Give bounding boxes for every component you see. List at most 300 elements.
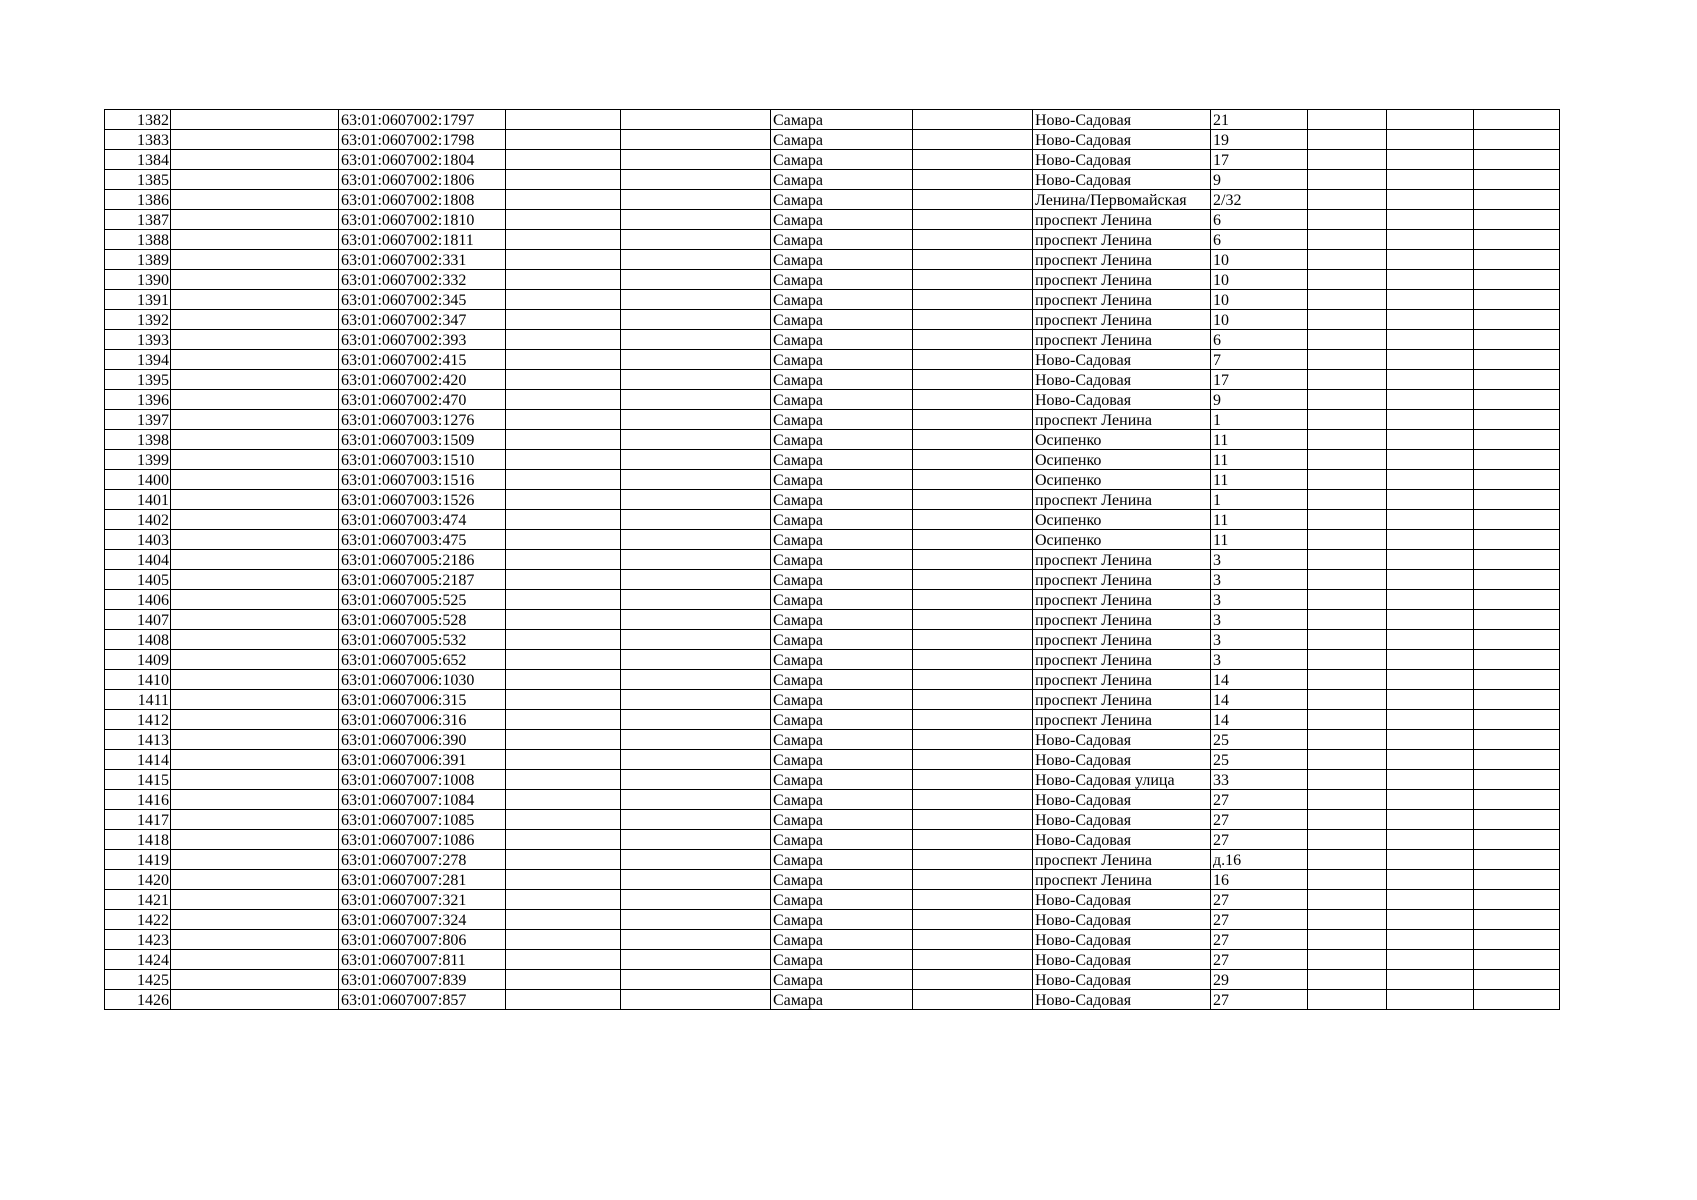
empty-cell xyxy=(1474,430,1560,450)
empty-cell xyxy=(621,510,771,530)
empty-cell xyxy=(1308,950,1387,970)
empty-cell xyxy=(506,310,621,330)
empty-cell xyxy=(1387,910,1474,930)
table-row xyxy=(105,190,1560,210)
house-number-cell: 33 xyxy=(1211,770,1308,790)
table-row xyxy=(105,370,1560,390)
table-row xyxy=(105,750,1560,770)
empty-cell xyxy=(1308,610,1387,630)
empty-cell xyxy=(913,490,1033,510)
empty-cell xyxy=(1387,450,1474,470)
row-number-cell: 1410 xyxy=(105,670,171,690)
row-number-cell: 1399 xyxy=(105,450,171,470)
empty-cell xyxy=(1474,470,1560,490)
empty-cell xyxy=(913,570,1033,590)
empty-cell xyxy=(171,990,339,1010)
empty-cell xyxy=(1387,430,1474,450)
empty-cell xyxy=(171,670,339,690)
table-row xyxy=(105,690,1560,710)
city-cell: Самара xyxy=(771,690,913,710)
house-number-cell: 21 xyxy=(1211,110,1308,130)
cadastral-number-cell: 63:01:0607006:391 xyxy=(339,750,506,770)
house-number-cell: 14 xyxy=(1211,670,1308,690)
street-cell: проспект Ленина xyxy=(1033,290,1211,310)
empty-cell xyxy=(1387,510,1474,530)
empty-cell xyxy=(171,510,339,530)
empty-cell xyxy=(1308,430,1387,450)
empty-cell xyxy=(913,130,1033,150)
cadastral-number-cell: 63:01:0607003:475 xyxy=(339,530,506,550)
empty-cell xyxy=(506,770,621,790)
table-row xyxy=(105,150,1560,170)
table-row xyxy=(105,990,1560,1010)
empty-cell xyxy=(621,930,771,950)
empty-cell xyxy=(1474,130,1560,150)
empty-cell xyxy=(1308,830,1387,850)
street-cell: проспект Ленина xyxy=(1033,490,1211,510)
cadastral-number-cell: 63:01:0607005:2186 xyxy=(339,550,506,570)
empty-cell xyxy=(621,330,771,350)
table-row xyxy=(105,250,1560,270)
empty-cell xyxy=(913,590,1033,610)
empty-cell xyxy=(1308,990,1387,1010)
empty-cell xyxy=(171,750,339,770)
empty-cell xyxy=(506,430,621,450)
cadastral-number-cell: 63:01:0607003:1510 xyxy=(339,450,506,470)
empty-cell xyxy=(621,610,771,630)
city-cell: Самара xyxy=(771,370,913,390)
empty-cell xyxy=(621,750,771,770)
empty-cell xyxy=(1308,710,1387,730)
house-number-cell: 9 xyxy=(1211,170,1308,190)
empty-cell xyxy=(1387,230,1474,250)
street-cell: Осипенко xyxy=(1033,470,1211,490)
empty-cell xyxy=(621,530,771,550)
empty-cell xyxy=(621,210,771,230)
cadastral-number-cell: 63:01:0607005:652 xyxy=(339,650,506,670)
street-cell: Ленина/Первомайская xyxy=(1033,190,1211,210)
empty-cell xyxy=(1308,810,1387,830)
cadastral-number-cell: 63:01:0607007:1085 xyxy=(339,810,506,830)
city-cell: Самара xyxy=(771,810,913,830)
row-number-cell: 1405 xyxy=(105,570,171,590)
empty-cell xyxy=(171,390,339,410)
row-number-cell: 1422 xyxy=(105,910,171,930)
cadastral-number-cell: 63:01:0607007:321 xyxy=(339,890,506,910)
empty-cell xyxy=(1308,750,1387,770)
row-number-cell: 1387 xyxy=(105,210,171,230)
empty-cell xyxy=(171,530,339,550)
empty-cell xyxy=(913,250,1033,270)
cadastral-number-cell: 63:01:0607002:1810 xyxy=(339,210,506,230)
table-row xyxy=(105,110,1560,130)
empty-cell xyxy=(506,890,621,910)
empty-cell xyxy=(621,810,771,830)
empty-cell xyxy=(1474,970,1560,990)
empty-cell xyxy=(1474,790,1560,810)
cadastral-number-cell: 63:01:0607003:1509 xyxy=(339,430,506,450)
empty-cell xyxy=(1308,210,1387,230)
street-cell: проспект Ленина xyxy=(1033,710,1211,730)
table-row xyxy=(105,830,1560,850)
empty-cell xyxy=(1387,150,1474,170)
empty-cell xyxy=(621,350,771,370)
empty-cell xyxy=(506,830,621,850)
cadastral-number-cell: 63:01:0607002:470 xyxy=(339,390,506,410)
city-cell: Самара xyxy=(771,930,913,950)
empty-cell xyxy=(506,570,621,590)
empty-cell xyxy=(1387,610,1474,630)
empty-cell xyxy=(621,190,771,210)
cadastral-number-cell: 63:01:0607007:281 xyxy=(339,870,506,890)
city-cell: Самара xyxy=(771,610,913,630)
empty-cell xyxy=(913,830,1033,850)
empty-cell xyxy=(1387,110,1474,130)
street-cell: проспект Ленина xyxy=(1033,410,1211,430)
street-cell: Ново-Садовая xyxy=(1033,830,1211,850)
empty-cell xyxy=(171,250,339,270)
house-number-cell: 27 xyxy=(1211,930,1308,950)
empty-cell xyxy=(1474,990,1560,1010)
house-number-cell: 11 xyxy=(1211,430,1308,450)
house-number-cell: 3 xyxy=(1211,610,1308,630)
table-row xyxy=(105,270,1560,290)
empty-cell xyxy=(621,250,771,270)
street-cell: Ново-Садовая xyxy=(1033,750,1211,770)
street-cell: Ново-Садовая xyxy=(1033,890,1211,910)
table-row xyxy=(105,390,1560,410)
empty-cell xyxy=(1308,230,1387,250)
cadastral-number-cell: 63:01:0607002:1804 xyxy=(339,150,506,170)
empty-cell xyxy=(171,710,339,730)
house-number-cell: 29 xyxy=(1211,970,1308,990)
empty-cell xyxy=(506,290,621,310)
empty-cell xyxy=(913,230,1033,250)
empty-cell xyxy=(171,770,339,790)
empty-cell xyxy=(506,690,621,710)
street-cell: Ново-Садовая xyxy=(1033,990,1211,1010)
empty-cell xyxy=(1308,370,1387,390)
empty-cell xyxy=(1387,770,1474,790)
city-cell: Самара xyxy=(771,190,913,210)
empty-cell xyxy=(913,950,1033,970)
empty-cell xyxy=(171,470,339,490)
empty-cell xyxy=(1474,450,1560,470)
empty-cell xyxy=(913,730,1033,750)
empty-cell xyxy=(1308,930,1387,950)
table-row xyxy=(105,230,1560,250)
row-number-cell: 1423 xyxy=(105,930,171,950)
empty-cell xyxy=(506,410,621,430)
empty-cell xyxy=(1474,530,1560,550)
empty-cell xyxy=(506,810,621,830)
street-cell: проспект Ленина xyxy=(1033,250,1211,270)
cadastral-number-cell: 63:01:0607006:1030 xyxy=(339,670,506,690)
city-cell: Самара xyxy=(771,310,913,330)
empty-cell xyxy=(621,730,771,750)
empty-cell xyxy=(1387,990,1474,1010)
empty-cell xyxy=(621,450,771,470)
city-cell: Самара xyxy=(771,870,913,890)
table-row xyxy=(105,870,1560,890)
empty-cell xyxy=(506,350,621,370)
table-row xyxy=(105,850,1560,870)
empty-cell xyxy=(1474,410,1560,430)
empty-cell xyxy=(506,870,621,890)
empty-cell xyxy=(913,550,1033,570)
empty-cell xyxy=(506,930,621,950)
house-number-cell: 10 xyxy=(1211,250,1308,270)
house-number-cell: 27 xyxy=(1211,990,1308,1010)
cadastral-number-cell: 63:01:0607007:1008 xyxy=(339,770,506,790)
empty-cell xyxy=(171,190,339,210)
empty-cell xyxy=(171,850,339,870)
street-cell: Ново-Садовая xyxy=(1033,170,1211,190)
empty-cell xyxy=(1474,270,1560,290)
city-cell: Самара xyxy=(771,550,913,570)
empty-cell xyxy=(913,890,1033,910)
city-cell: Самара xyxy=(771,390,913,410)
empty-cell xyxy=(506,470,621,490)
empty-cell xyxy=(913,410,1033,430)
empty-cell xyxy=(621,870,771,890)
house-number-cell: 7 xyxy=(1211,350,1308,370)
empty-cell xyxy=(171,790,339,810)
empty-cell xyxy=(621,790,771,810)
street-cell: Осипенко xyxy=(1033,530,1211,550)
empty-cell xyxy=(506,790,621,810)
empty-cell xyxy=(506,590,621,610)
empty-cell xyxy=(1308,470,1387,490)
cadastral-number-cell: 63:01:0607007:806 xyxy=(339,930,506,950)
empty-cell xyxy=(171,450,339,470)
city-cell: Самара xyxy=(771,150,913,170)
empty-cell xyxy=(1387,730,1474,750)
empty-cell xyxy=(913,110,1033,130)
empty-cell xyxy=(913,370,1033,390)
empty-cell xyxy=(1308,450,1387,470)
cadastral-number-cell: 63:01:0607006:316 xyxy=(339,710,506,730)
city-cell: Самара xyxy=(771,590,913,610)
empty-cell xyxy=(506,510,621,530)
empty-cell xyxy=(1387,210,1474,230)
empty-cell xyxy=(506,970,621,990)
empty-cell xyxy=(913,690,1033,710)
cadastral-number-cell: 63:01:0607003:1276 xyxy=(339,410,506,430)
empty-cell xyxy=(506,530,621,550)
table-row xyxy=(105,550,1560,570)
street-cell: Ново-Садовая улица xyxy=(1033,770,1211,790)
house-number-cell: 3 xyxy=(1211,650,1308,670)
empty-cell xyxy=(1474,330,1560,350)
house-number-cell: 27 xyxy=(1211,830,1308,850)
empty-cell xyxy=(171,370,339,390)
empty-cell xyxy=(1387,950,1474,970)
empty-cell xyxy=(1387,750,1474,770)
empty-cell xyxy=(913,750,1033,770)
empty-cell xyxy=(1308,190,1387,210)
city-cell: Самара xyxy=(771,990,913,1010)
empty-cell xyxy=(1308,850,1387,870)
city-cell: Самара xyxy=(771,290,913,310)
cadastral-number-cell: 63:01:0607002:1808 xyxy=(339,190,506,210)
city-cell: Самара xyxy=(771,430,913,450)
table-row xyxy=(105,510,1560,530)
city-cell: Самара xyxy=(771,470,913,490)
empty-cell xyxy=(621,990,771,1010)
empty-cell xyxy=(171,630,339,650)
empty-cell xyxy=(1308,910,1387,930)
row-number-cell: 1420 xyxy=(105,870,171,890)
empty-cell xyxy=(913,910,1033,930)
empty-cell xyxy=(1308,110,1387,130)
registry-body xyxy=(105,110,1560,1010)
cadastral-number-cell: 63:01:0607007:1084 xyxy=(339,790,506,810)
house-number-cell: 3 xyxy=(1211,550,1308,570)
row-number-cell: 1421 xyxy=(105,890,171,910)
empty-cell xyxy=(171,650,339,670)
house-number-cell: 19 xyxy=(1211,130,1308,150)
empty-cell xyxy=(506,730,621,750)
cadastral-number-cell: 63:01:0607002:1811 xyxy=(339,230,506,250)
house-number-cell: 25 xyxy=(1211,750,1308,770)
house-number-cell: 3 xyxy=(1211,630,1308,650)
empty-cell xyxy=(913,510,1033,530)
empty-cell xyxy=(913,850,1033,870)
row-number-cell: 1391 xyxy=(105,290,171,310)
empty-cell xyxy=(1474,230,1560,250)
empty-cell xyxy=(913,870,1033,890)
empty-cell xyxy=(1474,490,1560,510)
empty-cell xyxy=(171,890,339,910)
empty-cell xyxy=(1387,390,1474,410)
empty-cell xyxy=(1474,870,1560,890)
row-number-cell: 1393 xyxy=(105,330,171,350)
row-number-cell: 1383 xyxy=(105,130,171,150)
empty-cell xyxy=(171,570,339,590)
empty-cell xyxy=(171,490,339,510)
empty-cell xyxy=(1474,510,1560,530)
empty-cell xyxy=(171,430,339,450)
empty-cell xyxy=(506,710,621,730)
empty-cell xyxy=(1308,970,1387,990)
empty-cell xyxy=(1387,290,1474,310)
empty-cell xyxy=(913,450,1033,470)
city-cell: Самара xyxy=(771,410,913,430)
house-number-cell: 14 xyxy=(1211,690,1308,710)
empty-cell xyxy=(1474,550,1560,570)
cadastral-number-cell: 63:01:0607007:278 xyxy=(339,850,506,870)
street-cell: Ново-Садовая xyxy=(1033,130,1211,150)
empty-cell xyxy=(621,230,771,250)
city-cell: Самара xyxy=(771,350,913,370)
empty-cell xyxy=(171,870,339,890)
empty-cell xyxy=(1387,890,1474,910)
empty-cell xyxy=(621,950,771,970)
empty-cell xyxy=(506,490,621,510)
empty-cell xyxy=(1474,690,1560,710)
city-cell: Самара xyxy=(771,250,913,270)
city-cell: Самара xyxy=(771,670,913,690)
street-cell: Ново-Садовая xyxy=(1033,910,1211,930)
empty-cell xyxy=(1474,770,1560,790)
empty-cell xyxy=(913,330,1033,350)
empty-cell xyxy=(1387,310,1474,330)
empty-cell xyxy=(1474,390,1560,410)
empty-cell xyxy=(1387,970,1474,990)
empty-cell xyxy=(913,630,1033,650)
house-number-cell: 3 xyxy=(1211,570,1308,590)
empty-cell xyxy=(621,830,771,850)
empty-cell xyxy=(913,470,1033,490)
empty-cell xyxy=(621,290,771,310)
empty-cell xyxy=(913,270,1033,290)
street-cell: проспект Ленина xyxy=(1033,230,1211,250)
empty-cell xyxy=(506,150,621,170)
table-row xyxy=(105,810,1560,830)
empty-cell xyxy=(1474,190,1560,210)
empty-cell xyxy=(1308,410,1387,430)
empty-cell xyxy=(621,130,771,150)
city-cell: Самара xyxy=(771,890,913,910)
street-cell: Ново-Садовая xyxy=(1033,810,1211,830)
city-cell: Самара xyxy=(771,130,913,150)
empty-cell xyxy=(1308,290,1387,310)
cadastral-number-cell: 63:01:0607002:415 xyxy=(339,350,506,370)
empty-cell xyxy=(913,150,1033,170)
empty-cell xyxy=(1474,950,1560,970)
empty-cell xyxy=(1387,590,1474,610)
row-number-cell: 1413 xyxy=(105,730,171,750)
street-cell: проспект Ленина xyxy=(1033,210,1211,230)
empty-cell xyxy=(913,770,1033,790)
house-number-cell: 6 xyxy=(1211,230,1308,250)
table-row xyxy=(105,290,1560,310)
street-cell: Осипенко xyxy=(1033,510,1211,530)
empty-cell xyxy=(171,310,339,330)
row-number-cell: 1386 xyxy=(105,190,171,210)
house-number-cell: 17 xyxy=(1211,370,1308,390)
empty-cell xyxy=(506,950,621,970)
street-cell: проспект Ленина xyxy=(1033,610,1211,630)
empty-cell xyxy=(506,750,621,770)
empty-cell xyxy=(171,130,339,150)
empty-cell xyxy=(1387,250,1474,270)
empty-cell xyxy=(171,950,339,970)
house-number-cell: 3 xyxy=(1211,590,1308,610)
house-number-cell: 10 xyxy=(1211,290,1308,310)
empty-cell xyxy=(506,610,621,630)
empty-cell xyxy=(1308,150,1387,170)
empty-cell xyxy=(621,110,771,130)
empty-cell xyxy=(621,850,771,870)
table-row xyxy=(105,170,1560,190)
street-cell: Ново-Садовая xyxy=(1033,930,1211,950)
empty-cell xyxy=(621,650,771,670)
city-cell: Самара xyxy=(771,170,913,190)
city-cell: Самара xyxy=(771,450,913,470)
house-number-cell: 27 xyxy=(1211,910,1308,930)
street-cell: Ново-Садовая xyxy=(1033,350,1211,370)
row-number-cell: 1397 xyxy=(105,410,171,430)
table-row xyxy=(105,470,1560,490)
empty-cell xyxy=(1308,630,1387,650)
row-number-cell: 1389 xyxy=(105,250,171,270)
empty-cell xyxy=(171,350,339,370)
empty-cell xyxy=(1387,370,1474,390)
empty-cell xyxy=(171,550,339,570)
empty-cell xyxy=(1474,730,1560,750)
